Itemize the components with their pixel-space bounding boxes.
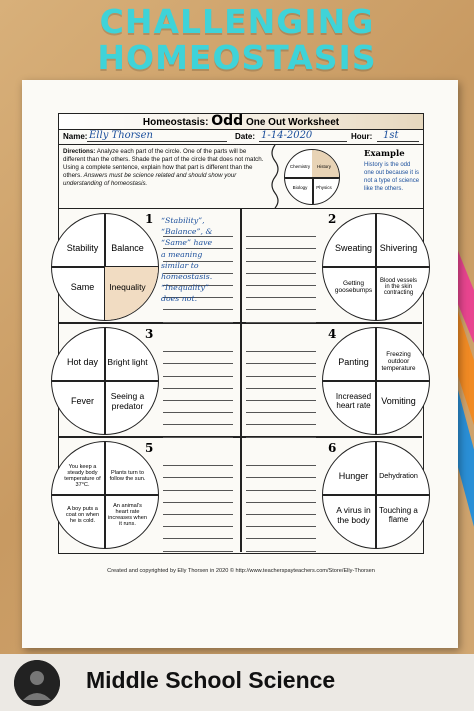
circle-part: Hunger [338,470,369,481]
problem-circle [51,213,159,321]
example-part-4: Physics [316,185,332,190]
problem-number: 5 [145,441,154,455]
circle-part: A virus in the body [336,504,371,525]
problem-5 [59,438,242,553]
example-part-2: History [312,150,339,177]
problem-circle [322,441,430,549]
circle-part: Increased heart rate [335,391,372,410]
name-value: Elly Thorsen [89,130,153,141]
title-suffix: One Out Worksheet [243,117,340,128]
problem-3 [59,324,242,439]
answer-line: “Same” have [161,238,213,248]
circle-part: An animal’s heart rate increases when it runs. [108,502,147,527]
circle-part: Stability [66,242,99,253]
hour-underline [377,141,419,142]
problem-4 [242,324,425,439]
problem-number: 6 [328,441,337,455]
problem-1 [59,209,242,324]
copyright-footer: Created and copyrighted by Elly Thorsen in 2020 © http://www.teacherspayteachers.com/Store/Elly-Thorsen [107,568,375,574]
name-underline [87,141,227,142]
answer-line: does not. [161,294,198,304]
answer-lines [163,454,233,552]
answer-line: a meaning [161,249,203,259]
circle-part: Blood vessels in the skin contracting [379,277,418,296]
problems-grid [58,208,424,554]
circle-part: Fever [70,395,94,406]
answer-line: “Stability”, [161,216,205,225]
problem-number: 4 [328,327,337,341]
problem-circle [51,327,159,435]
answer-line: homeostasis. [161,272,213,282]
title-prefix: Homeostasis: [142,117,212,128]
worksheet [58,113,424,631]
example-text: History is the odd one out because it is not a type of science like the others. [364,162,420,192]
problem-number: 1 [145,212,154,226]
circle-part: Getting goosebumps [334,279,373,294]
problem-6 [242,438,425,553]
circle-part: Touching a flame [379,505,418,524]
banner-line-1: CHALLENGING [99,2,375,41]
answer-line: “Inequality” [161,283,209,293]
answer-lines [246,225,316,323]
circle-part: Vomiting [381,395,416,406]
problem-number: 3 [145,327,154,341]
hour-value: 1st [383,130,399,141]
example-circle [284,149,340,205]
hour-label: Hour: [351,132,373,141]
example-box [282,145,424,208]
circle-part: Sweating [334,242,373,253]
directions-label: Directions: [63,148,96,155]
date-value: 1-14-2020 [261,130,313,141]
banner-line-2: HOMEOSTASIS [97,38,377,77]
answer-lines [246,340,316,438]
answer-lines [246,454,316,552]
circle-part: Freezing outdoor temperature [381,351,416,372]
worksheet-title [58,113,424,130]
problem-2 [242,209,425,324]
example-title: Example [364,149,405,159]
circle-part: Seeing a predator [110,390,145,411]
avatar-icon [14,660,60,706]
name-label: Name: [63,132,88,141]
circle-part: A boy puts a coat on when he is cold. [65,505,100,524]
title-banner [0,0,474,86]
answer-handwriting [161,215,233,305]
answer-line: similar to [161,260,199,270]
circle-part: Hot day [66,356,99,367]
bottom-label: Middle School Science [86,667,336,693]
directions [58,145,268,208]
example-part-3: Biology [292,185,308,190]
circle-part: Plants turn to follow the sun. [109,469,146,482]
problem-circle [322,327,430,435]
avatar [14,660,60,706]
answer-line: “Balance”, & [161,227,213,237]
circle-part: Shivering [379,242,418,253]
problem-number: 2 [328,212,337,226]
answer-lines [163,340,233,438]
circle-part: Dehydration [379,471,418,480]
bottom-bar [0,654,474,711]
circle-part: Panting [338,356,369,367]
directions-text: Analyze each part of the circle. One of the parts will be different than the others. Shade the part of the circle that does not match. Using a complete sentence, explain how that part is different than the others. [63,148,264,179]
circle-part-shaded: Inequality [105,267,158,320]
circle-part: Same [70,281,95,292]
worksheet-paper [22,80,458,648]
title-odd: Odd [211,113,244,129]
date-underline [259,141,347,142]
circle-part: Balance [111,242,144,253]
problem-circle [322,213,430,321]
directions-italic: Answers must be science related and should show your understanding of homeostasis. [63,172,237,187]
circle-part: Bright light [107,356,148,367]
problem-circle [51,441,159,549]
circle-part: You keep a steady body temperature of 37°C. [64,463,101,488]
name-date-row [58,130,424,145]
example-part-1: Chemistry [289,164,311,169]
date-label: Date: [235,132,256,141]
